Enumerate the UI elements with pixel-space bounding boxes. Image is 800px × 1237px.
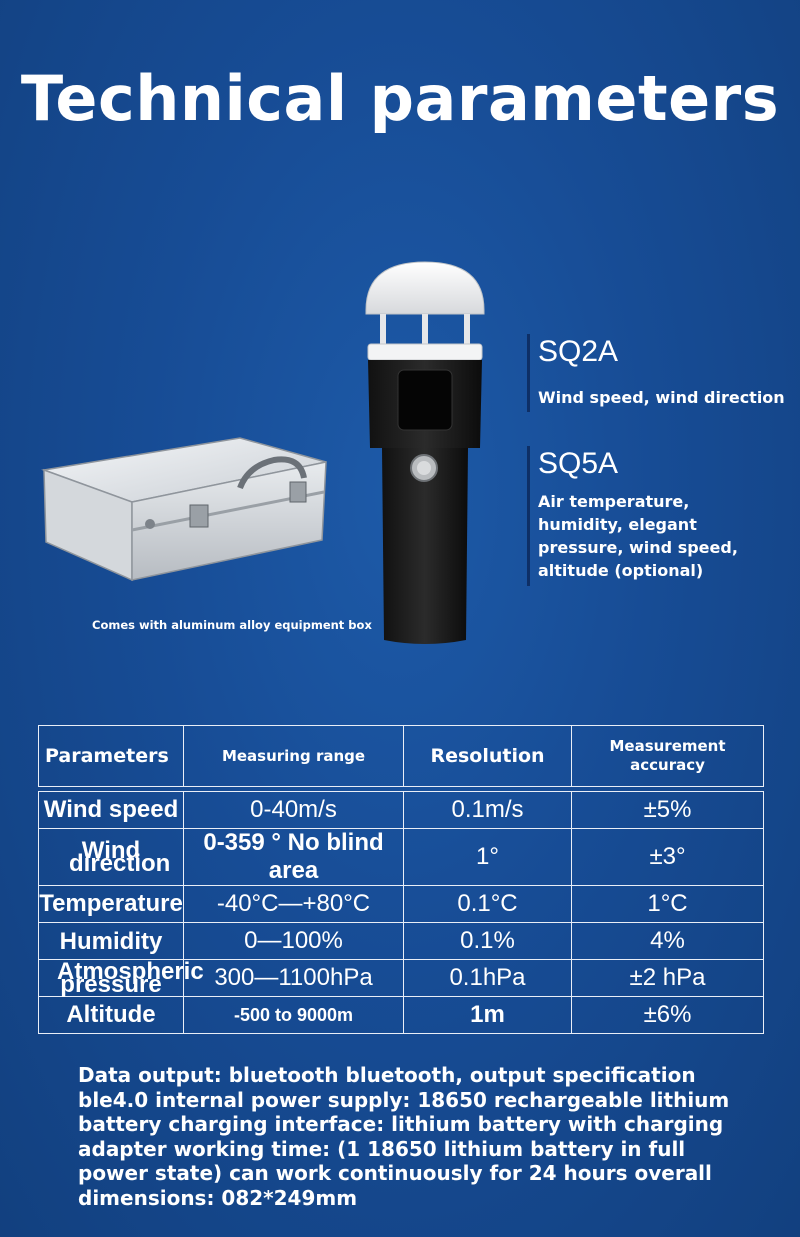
- header-cell: Measuring range: [184, 726, 404, 787]
- range-cell: 0-40m/s: [184, 792, 404, 829]
- model-name: SQ2A: [538, 335, 619, 368]
- table-header-row: [39, 726, 764, 787]
- range-cell: 300—1100hPa: [184, 960, 404, 997]
- model-description: Air temperature, humidity, elegant pressure, wind speed, altitude (optional): [538, 492, 738, 580]
- accuracy-cell: 4%: [572, 923, 764, 960]
- resolution-cell: 0.1hPa: [404, 960, 572, 997]
- table-row: [39, 923, 764, 960]
- model-block-sq2a: [527, 334, 785, 412]
- resolution-cell: 0.1%: [404, 923, 572, 960]
- accuracy-cell: ±3°: [572, 829, 764, 886]
- spec-table: [38, 725, 764, 1034]
- model-block-sq5a: [527, 446, 778, 586]
- model-description: Wind speed, wind direction: [538, 388, 785, 407]
- sensor-device-image: [360, 258, 490, 648]
- range-cell: 0-359 ° No blind area: [184, 829, 404, 886]
- header-cell: Parameters: [39, 726, 184, 787]
- accuracy-cell: ±6%: [572, 997, 764, 1034]
- accuracy-cell: ±5%: [572, 792, 764, 829]
- range-cell: -40°C—+80°C: [184, 886, 404, 923]
- aluminum-case-image: [40, 430, 330, 590]
- resolution-cell: 1m: [404, 997, 572, 1034]
- accuracy-cell: ±2 hPa: [572, 960, 764, 997]
- range-cell: 0—100%: [184, 923, 404, 960]
- parameter-cell: Temperature: [39, 886, 184, 923]
- resolution-cell: 0.1m/s: [404, 792, 572, 829]
- specification-notes: Data output: bluetooth bluetooth, output specification ble4.0 internal power supply: 18650 rechargeable lithium battery charging interface: lithium battery with charging adapter working time: (1 18650 lithium battery in full power state) can work continuously for 24 hours overall dimensions: 082*249mm: [78, 1063, 730, 1210]
- page-title: Technical parameters: [20, 62, 780, 135]
- case-caption: Comes with aluminum alloy equipment box: [92, 618, 372, 632]
- model-name: SQ5A: [538, 447, 619, 480]
- range-cell: -500 to 9000m: [184, 997, 404, 1034]
- accuracy-cell: 1°C: [572, 886, 764, 923]
- parameter-cell: Humidity: [39, 923, 184, 960]
- parameter-cell: Altitude: [39, 997, 184, 1034]
- table-row: [39, 886, 764, 923]
- resolution-cell: 0.1°C: [404, 886, 572, 923]
- resolution-cell: 1°: [404, 829, 572, 886]
- parameter-cell: Atmospheric pressure: [39, 960, 184, 997]
- header-cell: Resolution: [404, 726, 572, 787]
- table-row: [39, 960, 764, 997]
- parameter-cell: Wind speed: [39, 792, 184, 829]
- table-row: [39, 997, 764, 1034]
- table-row: [39, 829, 764, 886]
- parameter-cell: Wind direction: [39, 829, 184, 886]
- header-cell: Measurement accuracy: [572, 726, 764, 787]
- table-row: [39, 792, 764, 829]
